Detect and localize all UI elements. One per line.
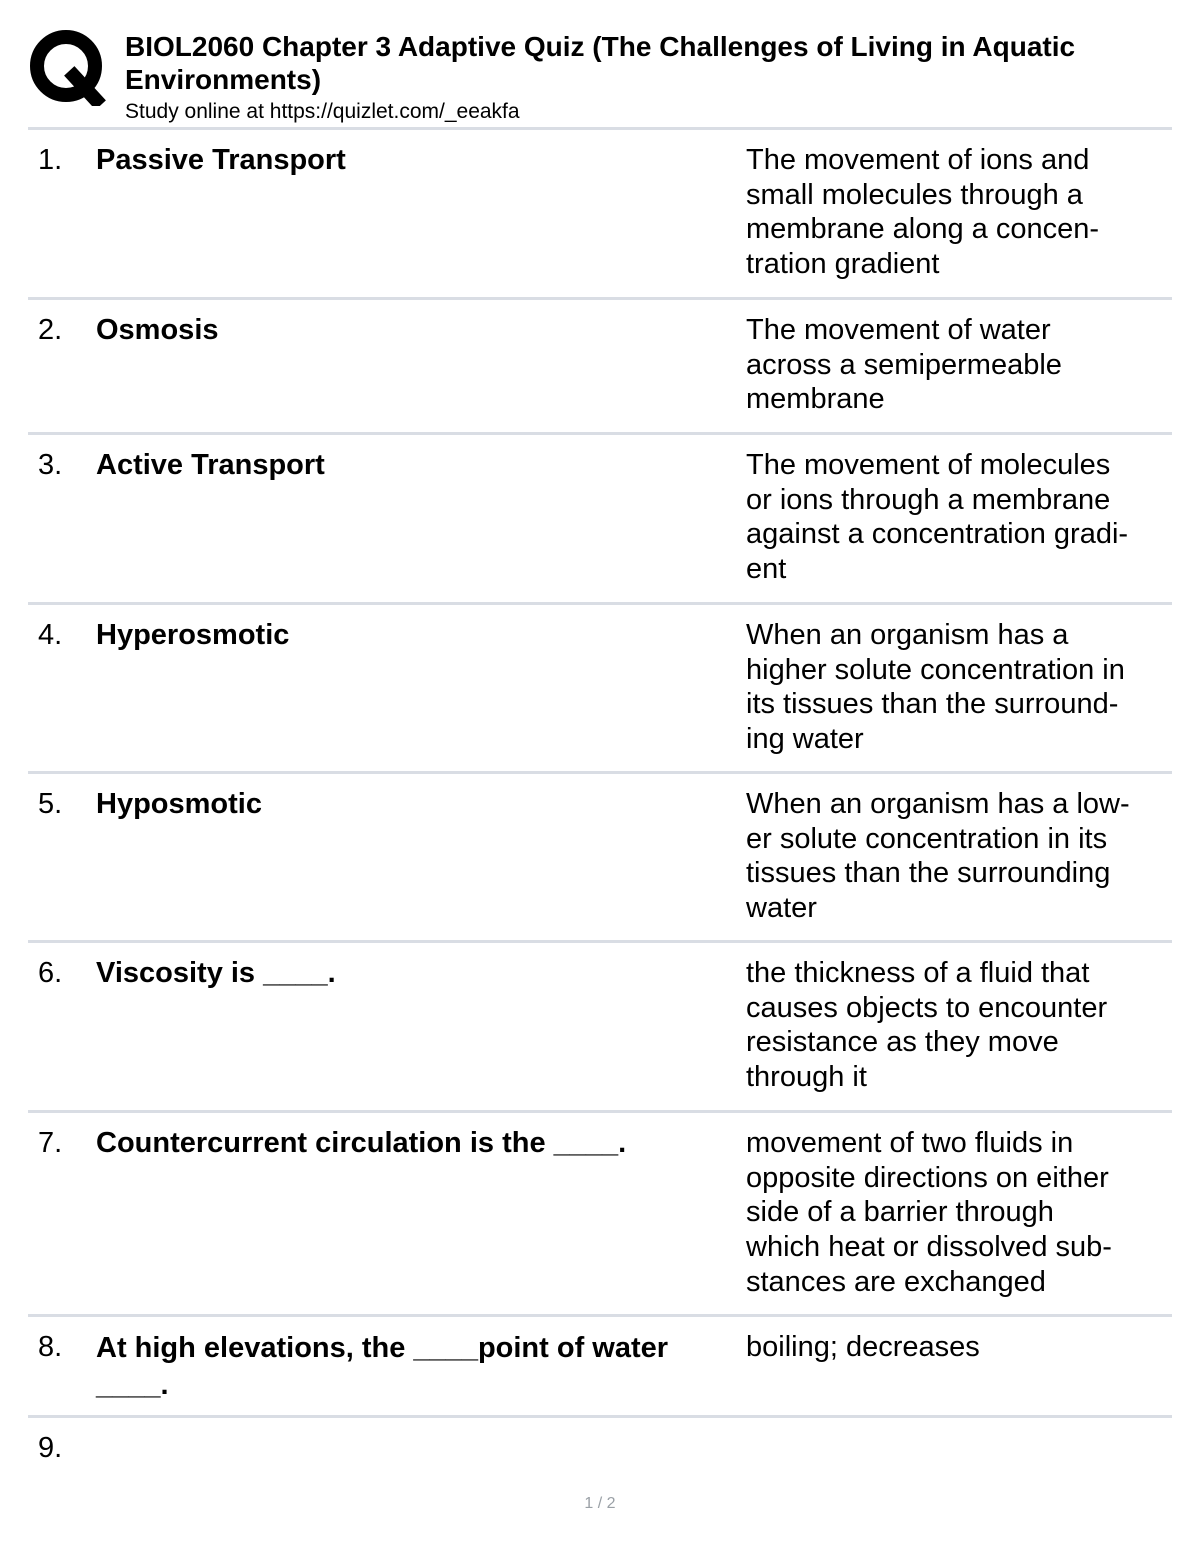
definition-line: membrane bbox=[746, 383, 885, 416]
card-number: 9. bbox=[38, 1432, 63, 1464]
definition-line: small molecules through a bbox=[746, 178, 1083, 211]
definition-line: opposite directions on either bbox=[746, 1161, 1109, 1194]
card-number: 5. bbox=[38, 788, 63, 820]
card-row-7 bbox=[28, 1113, 1172, 1317]
card-term: Active Transport bbox=[96, 449, 325, 481]
card-number: 2. bbox=[38, 314, 63, 346]
card-row-8 bbox=[28, 1317, 1172, 1418]
definition-line: or ions through a membrane bbox=[746, 483, 1111, 516]
card-number: 4. bbox=[38, 619, 63, 651]
card-row-5 bbox=[28, 774, 1172, 943]
card-term: Hyposmotic bbox=[96, 788, 262, 820]
definition-line: membrane along a concen- bbox=[746, 213, 1100, 246]
definition-line: ing water bbox=[746, 723, 864, 756]
definition-line: across a semipermeable bbox=[746, 348, 1062, 381]
term-line: At high elevations, the ____point of water bbox=[96, 1332, 669, 1364]
definition-line: The movement of ions and bbox=[746, 144, 1090, 176]
card-row-1 bbox=[28, 130, 1172, 300]
definition-line: The movement of water bbox=[746, 314, 1051, 346]
card-row-4 bbox=[28, 605, 1172, 774]
definition-line: the thickness of a fluid that bbox=[746, 957, 1090, 989]
definition-line: through it bbox=[746, 1061, 867, 1094]
definition-line: resistance as they move bbox=[746, 1026, 1059, 1059]
card-term: Hyperosmotic bbox=[96, 619, 290, 651]
card-definition bbox=[746, 1126, 1166, 1300]
definition-line: tissues than the surrounding bbox=[746, 857, 1111, 890]
card-definition bbox=[746, 313, 1166, 417]
card-definition bbox=[746, 143, 1166, 282]
card-term: Passive Transport bbox=[96, 144, 346, 176]
card-definition bbox=[746, 618, 1166, 757]
title-line-2: Environments) bbox=[125, 64, 322, 95]
page-title bbox=[125, 30, 1195, 96]
definition-line: movement of two fluids in bbox=[746, 1127, 1074, 1159]
title-line-1: BIOL2060 Chapter 3 Adaptive Quiz (The Challenges of Living in Aquatic bbox=[125, 31, 1076, 62]
definition-line: its tissues than the surround- bbox=[746, 688, 1119, 721]
card-definition bbox=[746, 1330, 1166, 1365]
definition-line: When an organism has a low- bbox=[746, 788, 1130, 820]
card-term: Viscosity is ____. bbox=[96, 957, 336, 989]
card-number: 6. bbox=[38, 957, 63, 989]
term-line: ____. bbox=[96, 1369, 169, 1401]
definition-line: boiling; decreases bbox=[746, 1331, 980, 1363]
definition-line: tration gradient bbox=[746, 248, 940, 281]
card-term bbox=[96, 1330, 726, 1404]
study-online-link[interactable]: Study online at https://quizlet.com/_eeakfa bbox=[125, 100, 520, 123]
definition-line: ent bbox=[746, 553, 787, 586]
card-row-2 bbox=[28, 300, 1172, 435]
definition-line: against a concentration gradi- bbox=[746, 518, 1129, 551]
definition-line: higher solute concentration in bbox=[746, 653, 1125, 686]
card-number: 3. bbox=[38, 449, 63, 481]
card-definition bbox=[746, 956, 1166, 1095]
card-number: 7. bbox=[38, 1127, 63, 1159]
definition-line: er solute concentration in its bbox=[746, 822, 1108, 855]
definition-line: stances are exchanged bbox=[746, 1265, 1046, 1298]
card-term: Osmosis bbox=[96, 314, 219, 346]
card-number: 8. bbox=[38, 1331, 63, 1363]
card-row-6 bbox=[28, 943, 1172, 1113]
definition-line: causes objects to encounter bbox=[746, 991, 1108, 1024]
definition-line: The movement of molecules bbox=[746, 449, 1111, 481]
card-row-3 bbox=[28, 435, 1172, 605]
card-term: Countercurrent circulation is the ____. bbox=[96, 1127, 627, 1159]
card-number: 1. bbox=[38, 144, 63, 176]
definition-line: which heat or dissolved sub- bbox=[746, 1231, 1112, 1264]
quizlet-logo-icon bbox=[30, 30, 106, 106]
definition-line: When an organism has a bbox=[746, 619, 1069, 651]
definition-line: side of a barrier through bbox=[746, 1196, 1054, 1229]
card-definition bbox=[746, 787, 1166, 926]
card-row-9 bbox=[28, 1418, 1172, 1478]
page-number: 1 / 2 bbox=[584, 1495, 616, 1512]
definition-line: water bbox=[746, 892, 817, 925]
card-definition bbox=[746, 448, 1166, 587]
